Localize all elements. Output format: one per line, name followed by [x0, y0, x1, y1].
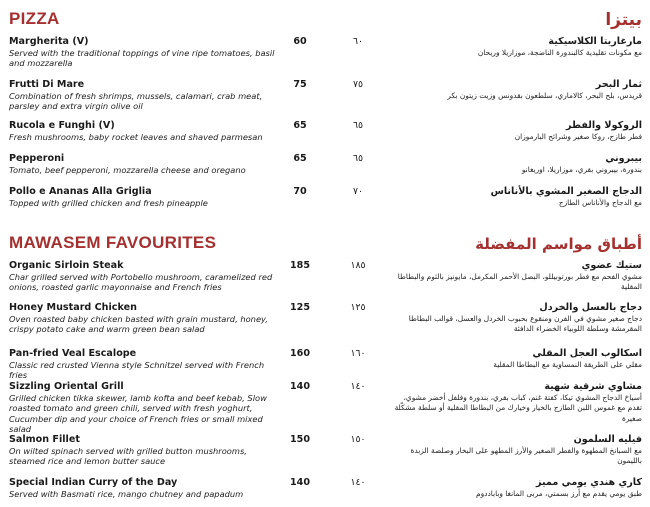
item-arabic [387, 79, 642, 101]
item-english [9, 434, 279, 467]
item-english [9, 79, 279, 112]
item-english [9, 477, 279, 499]
item-description: Served with the traditional toppings of vine ripe tomatoes, basil and mozzarella [9, 48, 275, 69]
item-description-arabic: بندورة، بيبروني بقري، موزاريلا، اوريغانو [521, 165, 642, 174]
item-description-arabic: مقلي على الطريقة النمساوية مع البطاطا المقلية [493, 360, 642, 369]
item-name: Margherita (V) [9, 36, 89, 47]
item-name-arabic: بيبروني [605, 153, 642, 164]
item-name: Pollo e Ananas Alla Griglia [9, 186, 152, 197]
section-title-pizza: PIZZA [9, 9, 60, 28]
item-english [9, 120, 279, 142]
item-description: Tomato, beef pepperoni, mozzarella cheese and oregano [9, 165, 246, 175]
item-description: Topped with grilled chicken and fresh pineapple [9, 198, 208, 208]
item-description-arabic: قريدس، بلح البحر، كالاماري، سلطعون بقدونس وزيت زيتون بكر [447, 91, 642, 100]
item-arabic [387, 153, 642, 175]
item-description-arabic: طبق يومي يقدم مع أرز بسمتي، مربى المانغا وباباددوم [476, 489, 642, 498]
item-price: 60 [293, 36, 307, 47]
item-english [9, 348, 279, 381]
item-english [9, 36, 279, 69]
item-description: Classic red crusted Vienna style Schnitzel served with French fries [9, 360, 265, 381]
item-name-arabic: ستيك عضوي [581, 260, 642, 271]
item-arabic [387, 302, 642, 335]
item-price: 140 [289, 477, 311, 488]
item-arabic [387, 186, 642, 208]
item-price-arabic: ٦٠ [352, 36, 364, 47]
item-name-arabic: الروكولا والفطر [566, 120, 642, 131]
item-price-arabic: ١٦٠ [350, 348, 366, 359]
item-price-arabic: ١٢٥ [350, 302, 366, 313]
item-description: Oven roasted baby chicken basted with grain mustard, honey, crispy potato cake and warm green bean salad [9, 314, 268, 335]
item-name: Sizzling Oriental Grill [9, 381, 124, 392]
item-price: 65 [293, 120, 307, 131]
item-description: Fresh mushrooms, baby rocket leaves and shaved parmesan [9, 132, 263, 142]
item-price: 75 [293, 79, 307, 90]
item-arabic [387, 434, 642, 467]
item-name-arabic: ثمار البحر [595, 79, 642, 90]
item-description-arabic: دجاج صغير مشوي في الفرن ومنقوع بحبوب الخردل والعسل، قوالب البطاطا المقرمشة وسلطة اللوبياء الخضراء الدافئة [408, 314, 642, 334]
item-price-arabic: ٦٥ [352, 120, 364, 131]
item-name: Organic Sirloin Steak [9, 260, 124, 271]
item-description: On wilted spinach served with grilled button mushrooms, steamed rice and lemon butter sauce [9, 446, 247, 467]
item-price-arabic: ١٨٥ [350, 260, 366, 271]
item-english [9, 260, 279, 293]
item-description-arabic: مشوي الفحم مع فطر بورتوبيللو، البصل الأحمر المكرمل، مايونيز بالثوم والبطاطا المقلية [397, 272, 642, 292]
item-english [9, 381, 279, 435]
item-description: Grilled chicken tikka skewer, lamb kofta and beef kebab, Slow roasted tomato and green chili, served with fresh yoghurt, Cucumber dip and your choice of French fries or small mixed salad [9, 393, 267, 435]
section-title-favourites-arabic: أطباق مواسم المفضلة [475, 235, 642, 253]
item-description: Char grilled served with Portobello mushroom, caramelized red onions, roasted garlic mayonnaise and French fries [9, 272, 273, 293]
item-description: Served with Basmati rice, mango chutney and papadum [9, 489, 244, 499]
item-arabic [387, 348, 642, 370]
item-description: Combination of fresh shrimps, mussels, calamari, crab meat, parsley and extra virgin olive oil [9, 91, 263, 112]
item-name: Rucola e Funghi (V) [9, 120, 115, 131]
item-name: Pan-fried Veal Escalope [9, 348, 137, 359]
item-name-arabic: فيليه السلمون [573, 434, 642, 445]
item-english [9, 153, 279, 175]
item-name: Frutti Di Mare [9, 79, 85, 90]
item-description-arabic: فطر طازج، روكا صغير وشرائح البارموزان [514, 132, 642, 141]
item-price: 70 [293, 186, 307, 197]
item-arabic [387, 260, 642, 293]
item-description-arabic: أسياخ الدجاج المشوي تيكا، كفتة غنم، كباب بقري، بندورة وفلفل أخضر مشوي، تقدم مع غموس اللبن الطازج بالخيار وخيارك من البطاطا المقلية أو سلطة مشكّلة صغيرة [394, 393, 642, 423]
item-arabic [387, 120, 642, 142]
section-title-pizza-arabic: بيتزا [605, 10, 642, 30]
item-english [9, 186, 279, 208]
item-price-arabic: ١٤٠ [350, 477, 366, 488]
item-name-arabic: الدجاج الصغير المشوي بالأناناس [490, 186, 642, 197]
item-description-arabic: مع مكونات تقليدية كالبندورة الناضجة، موزاريلا وريحان [477, 48, 642, 57]
item-name: Honey Mustard Chicken [9, 302, 137, 313]
item-name: Salmon Fillet [9, 434, 80, 445]
item-name-arabic: مارغاريتا الكلاسيكية [548, 36, 642, 47]
item-english [9, 302, 279, 335]
item-arabic [387, 477, 642, 499]
item-price: 150 [289, 434, 311, 445]
item-price: 125 [289, 302, 311, 313]
item-arabic [387, 36, 642, 58]
item-price-arabic: ٦٥ [352, 153, 364, 164]
item-price: 185 [289, 260, 311, 271]
item-description-arabic: مع الدجاج والأناناس الطازج [558, 198, 642, 207]
item-price-arabic: ٧٠ [352, 186, 364, 197]
item-name-arabic: مشاوي شرقية شهية [544, 381, 642, 392]
item-price: 65 [293, 153, 307, 164]
item-description-arabic: مع السبانخ المطهوة والفطر الصغير والأرز المطهو على البخار وصلصة الزبدة بالليمون [410, 446, 642, 466]
item-price: 160 [289, 348, 311, 359]
section-title-favourites: MAWASEM FAVOURITES [9, 233, 217, 252]
item-name: Pepperoni [9, 153, 65, 164]
item-name: Special Indian Curry of the Day [9, 477, 178, 488]
item-arabic [387, 381, 642, 424]
item-price-arabic: ٧٥ [352, 79, 364, 90]
item-name-arabic: كاري هندي يومي مميز [536, 477, 642, 488]
item-price: 140 [289, 381, 311, 392]
item-name-arabic: اسكالوب العجل المقلي [532, 348, 642, 359]
item-price-arabic: ١٥٠ [350, 434, 366, 445]
item-price-arabic: ١٤٠ [350, 381, 366, 392]
item-name-arabic: دجاج بالعسل والخردل [539, 302, 642, 313]
